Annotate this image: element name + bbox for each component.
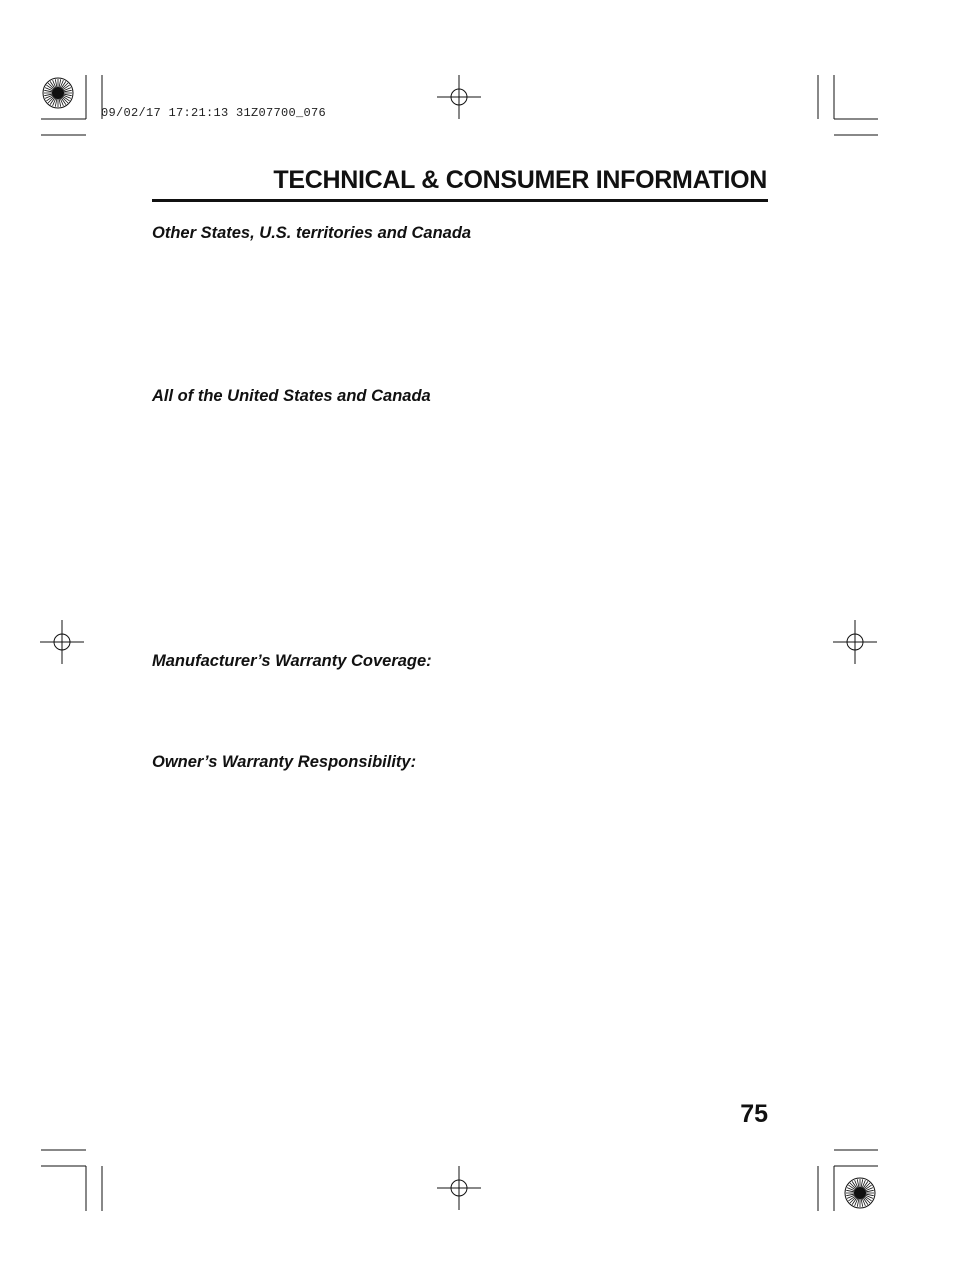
crop-mark-top-right bbox=[818, 75, 878, 135]
registration-starburst-bottom-icon bbox=[845, 1178, 875, 1208]
crosshair-bottom-icon bbox=[437, 1166, 481, 1210]
crop-mark-bottom-left bbox=[41, 1150, 102, 1211]
crosshair-top-icon bbox=[437, 75, 481, 119]
print-timestamp: 09/02/17 17:21:13 31Z07700_076 bbox=[101, 106, 327, 120]
crosshair-left-icon bbox=[40, 620, 84, 664]
page-number: 75 bbox=[740, 1100, 768, 1128]
crosshair-right-icon bbox=[833, 620, 877, 664]
section-heading-owner-responsibility: Owner’s Warranty Responsibility: bbox=[152, 753, 417, 771]
section-heading-other-states: Other States, U.S. territories and Canada bbox=[152, 224, 472, 242]
crop-mark-top-left bbox=[41, 75, 102, 135]
page-title: TECHNICAL & CONSUMER INFORMATION bbox=[273, 166, 767, 194]
section-heading-all-us-canada: All of the United States and Canada bbox=[152, 387, 431, 405]
section-heading-warranty-coverage: Manufacturer’s Warranty Coverage: bbox=[152, 652, 432, 670]
title-underline bbox=[152, 199, 768, 202]
registration-starburst-icon bbox=[43, 78, 73, 108]
